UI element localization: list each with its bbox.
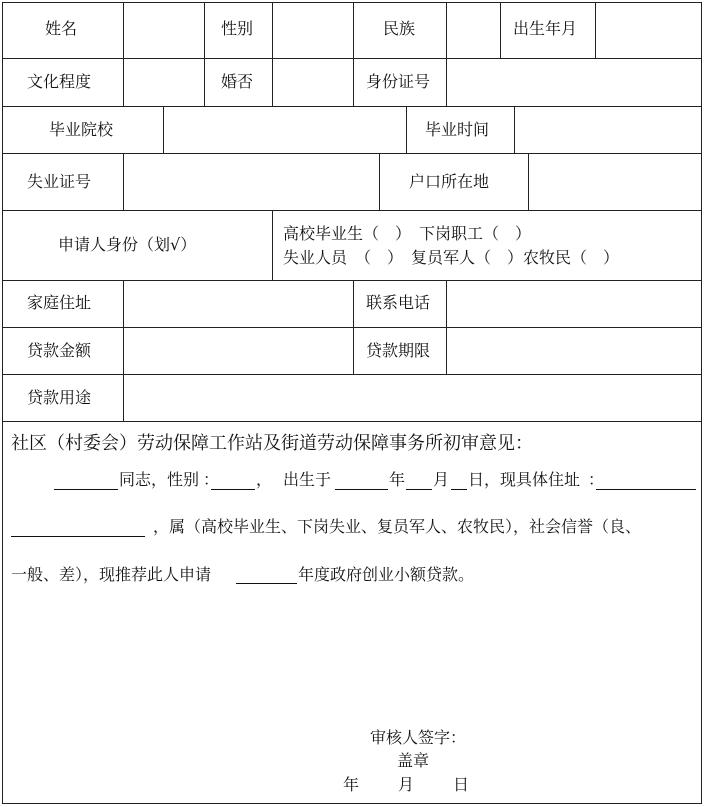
school-label: 毕业院校 (49, 120, 114, 139)
name-label: 姓名 (45, 19, 78, 38)
phone-label: 联系电话 (366, 293, 431, 312)
col-divider (595, 2, 596, 58)
col-divider (272, 2, 273, 106)
col-divider (163, 106, 164, 153)
sign-month-label: 月 (398, 775, 415, 794)
row-divider (2, 106, 702, 107)
comma-text: ， (256, 470, 273, 489)
opinion-heading: 社区（村委会）劳动保障工作站及街道劳动保障事务所初审意见： (11, 433, 533, 454)
col-divider (123, 153, 124, 210)
day-address-text: 日，现具体住址 (468, 470, 581, 489)
recommend-text: 一般、差），现推荐此人申请 (11, 565, 212, 584)
marital-status-label: 婚否 (221, 72, 254, 91)
col-divider (204, 2, 205, 106)
sign-year-label: 年 (343, 775, 360, 794)
col-divider (379, 153, 380, 210)
sign-day-label: 日 (453, 775, 470, 794)
category-credit-text: ，属（高校毕业生、下岗失业、复员军人、农牧民），社会信誉（良、 (153, 517, 642, 536)
gender-label: 性别 (221, 19, 254, 38)
col-divider (123, 280, 124, 421)
address-blank-continued (11, 536, 145, 537)
identity-options-line2: 失业人员 （ ） 复员军人（ ）农牧民（ ） (283, 248, 620, 267)
seal-label: 盖章 (397, 751, 430, 770)
unemployment-cert-label: 失业证号 (27, 172, 92, 191)
reviewer-signature-label: 审核人签字： (370, 728, 467, 747)
applicant-identity-label: 申请人身份（划√） (58, 235, 197, 254)
birth-day-blank (451, 489, 467, 490)
col-divider (123, 2, 124, 106)
education-label: 文化程度 (27, 72, 92, 91)
row-divider (2, 374, 702, 375)
row-divider (2, 210, 702, 211)
address-blank (596, 489, 696, 490)
col-divider (446, 2, 447, 106)
col-divider (353, 280, 354, 374)
loan-term-label: 贷款期限 (366, 341, 431, 360)
row-divider (2, 327, 702, 328)
id-number-label: 身份证号 (366, 72, 431, 91)
ethnicity-label: 民族 (383, 19, 416, 38)
identity-options-line1: 高校毕业生（ ） 下岗职工（ ） (283, 224, 532, 243)
colon-text: ： (203, 470, 220, 489)
birth-month-blank (406, 489, 432, 490)
birth-date-label: 出生年月 (513, 19, 578, 38)
loan-year-blank (236, 583, 297, 584)
col-divider (514, 106, 515, 153)
loan-type-text: 年度政府创业小额贷款。 (298, 565, 475, 584)
comrade-gender-text: 同志，性别 (119, 470, 200, 489)
home-address-label: 家庭住址 (27, 293, 92, 312)
loan-amount-label: 贷款金额 (27, 341, 92, 360)
col-divider (446, 280, 447, 374)
year-text: 年 (389, 470, 406, 489)
month-text: 月 (433, 470, 450, 489)
row-divider (2, 58, 702, 59)
col-divider (406, 106, 407, 153)
birth-year-blank (335, 489, 388, 490)
loan-purpose-label: 贷款用途 (27, 388, 92, 407)
col-divider (272, 210, 273, 280)
born-text: 出生于 (283, 470, 332, 489)
col-divider (500, 2, 501, 58)
household-registration-label: 户口所在地 (409, 172, 490, 191)
name-blank (54, 489, 118, 490)
gender-blank (211, 489, 255, 490)
row-divider (2, 421, 702, 422)
row-divider (2, 280, 702, 281)
colon-text-2: ： (588, 470, 605, 489)
col-divider (528, 153, 529, 210)
row-divider (2, 153, 702, 154)
graduation-time-label: 毕业时间 (425, 120, 490, 139)
col-divider (353, 2, 354, 106)
